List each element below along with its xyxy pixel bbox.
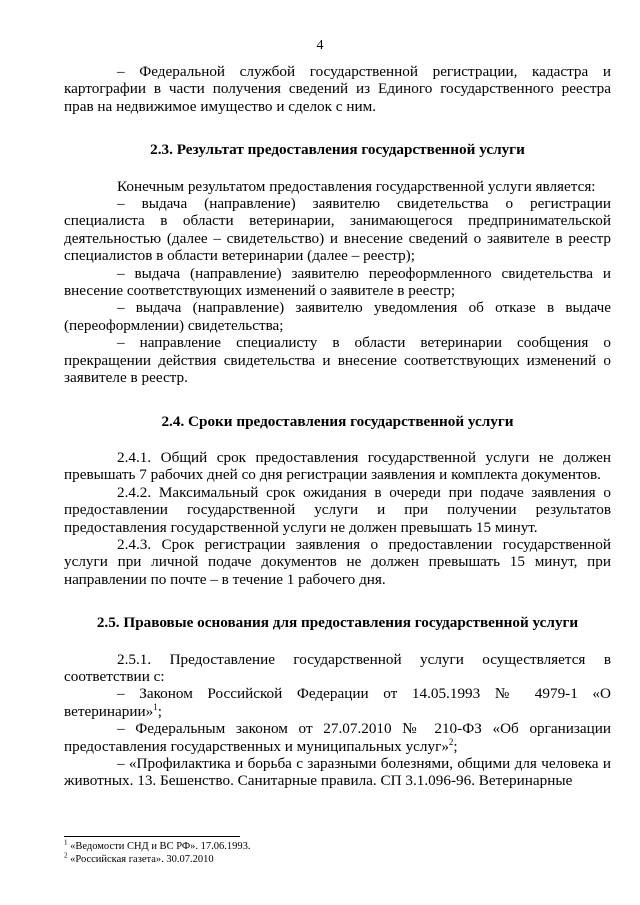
list-item: – «Профилактика и борьба с заразными болезнями, общими для человека и животных. 13. Бешенство. Санитарные правила. СП 3.1.096-96. Ветеринарные	[64, 755, 611, 790]
list-item: – выдача (направление) заявителю свидетельства о регистрации специалиста в области ветеринарии, занимающегося предпринимательской деятельностью (далее – свидетельство) и внесение сведений о заявителе в реестр специалистов в области ветеринарии (далее – реестр);	[64, 195, 611, 265]
footnote-divider	[64, 836, 240, 837]
footnote: $^2$ «Российская газета». 30.07.2010	[64, 851, 214, 865]
list-item: – направление специалисту в области ветеринарии сообщения о прекращении действия свидетельства и внесение соответствующих изменений о заявителе в реестр.	[64, 334, 611, 387]
list-item: – выдача (направление) заявителю уведомления об отказе в выдаче (переоформлении) свидетельства;	[64, 299, 611, 334]
paragraph: 2.4.1. Общий срок предоставления государственной услуги не должен превышать 7 рабочих дней со дня регистрации заявления и комплекта документов.	[64, 448, 611, 484]
section-heading-2-5: 2.5. Правовые основания для предоставления государственной услуги	[96, 614, 579, 632]
page-number: 4	[316, 38, 324, 53]
paragraph: Конечным результатом предоставления государственной услуги является:	[117, 177, 596, 195]
footnotes	[64, 836, 611, 866]
document-body	[64, 63, 611, 790]
footnote-ref: 2	[448, 736, 454, 747]
footnote-ref: 1	[153, 701, 158, 712]
footnote: $^1$ «Ведомости СНД и ВС РФ». 17.06.1993.	[64, 838, 251, 852]
list-item: – выдача (направление) заявителю переоформленного свидетельства и внесение соответствующих изменений о заявителе в реестр;	[64, 264, 611, 300]
section-heading-2-3: 2.3. Результат предоставления государственной услуги	[150, 141, 525, 159]
list-item: – Законом Российской Федерации от 14.05.1993 № 4979-1 «О ветеринарии»$^1$;	[64, 685, 611, 720]
section-heading-2-4: 2.4. Сроки предоставления государственной услуги	[161, 412, 514, 430]
paragraph: 2.4.2. Максимальный срок ожидания в очереди при подаче заявления о предоставлении государственной услуги и при получении результатов предоставления государственной услуги не должен превышать 15 минут.	[64, 483, 611, 536]
list-item: – Федеральным законом от 27.07.2010 № 210-ФЗ «Об организации предоставления государственных и муниципальных услуг»$^2$;	[64, 720, 611, 755]
paragraph: 2.4.3. Срок регистрации заявления о предоставлении государственной услуги при личной подаче документов не должен превышать 15 минут, при направлении по почте – в течение 1 рабочего дня.	[64, 535, 611, 588]
paragraph: 2.5.1. Предоставление государственной услуги осуществляется в соответствии с:	[64, 650, 611, 685]
intro-paragraph: – Федеральной службой государственной регистрации, кадастра и картографии в части получения сведений из Единого государственного реестра прав на недвижимое имущество и сделок с ним.	[64, 63, 611, 115]
